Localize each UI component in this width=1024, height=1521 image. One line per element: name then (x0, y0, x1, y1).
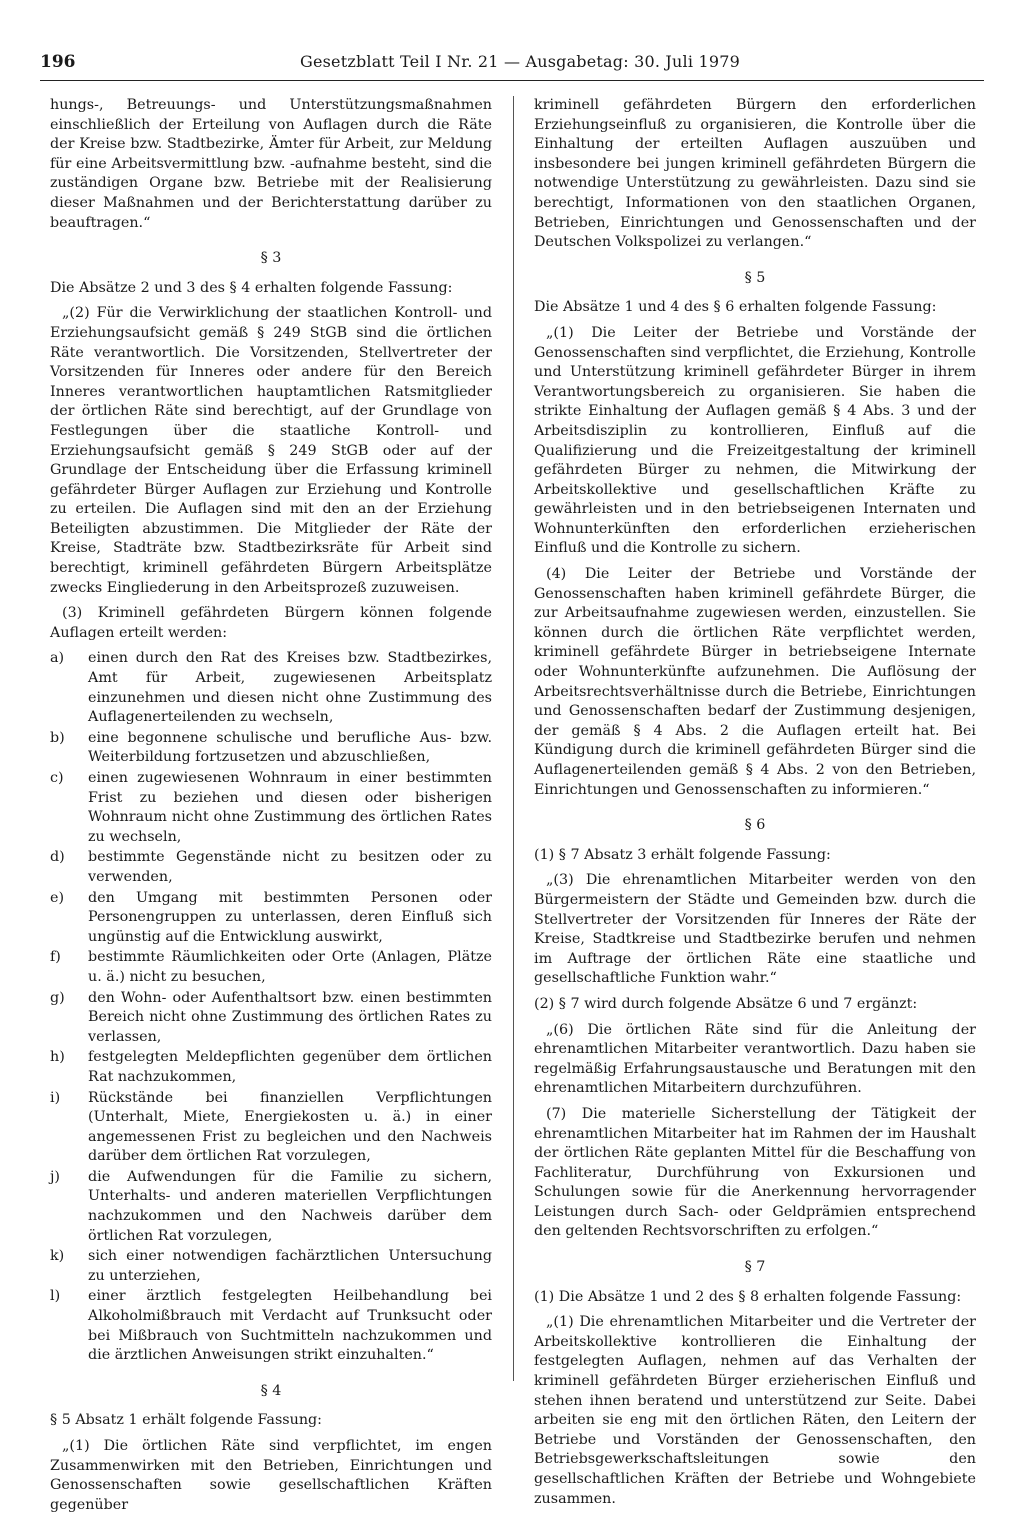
list-item-text: bestimmte Gegenstände nicht zu besitzen oder zu verwenden, (88, 849, 492, 885)
list-item (50, 1168, 492, 1246)
section-heading-3: § 3 (260, 250, 282, 267)
list-item-text: einen durch den Rat des Kreises bzw. Stadtbezirkes, Amt für Arbeit, zugewiesenen Arbeitsplatz einzunehmen und diesen nicht ohne Zustimmung des Auflagenerteilenden zu wechseln, (88, 650, 492, 726)
page-number: 196 (40, 52, 76, 72)
paragraph-s7-1-text: „(1) Die ehrenamtlichen Mitarbeiter und die Vertreter der Arbeitskollektive kontrollieren die Einhaltung der festgelegten Auflagen, nehmen auf das Verhalten der kriminell gefährdeten Bürger erzieherischen Einfluß und stehen ihnen beratend und unterstützend zur Seite. Dabei arbeiten sie eng mit den örtlichen Räten, den Leitern der Betriebe und Vorständen der Genossenschaften, den Betriebsgewerkschaftsleitungen sowie den gesellschaftlichen Kräften der Betriebe und Wohngebiete zusammen. (534, 1314, 976, 1507)
paragraph-s6-2-abs6: „(6) Die örtlichen Räte sind für die Anleitung der ehrenamtlichen Mitarbeiter verantwortlich. Dazu haben sie regelmäßig Erfahrungsaustausche und Beratungen mit den ehrenamtlichen Mitarbeitern durchzuführen. (534, 1021, 976, 1097)
paragraph-intro: hungs-, Betreuungs- und Unterstützungsmaßnahmen einschließlich der Erteilung von Auflagen durch die Räte der Kreise bzw. Stadtbezirke, Ämter für Arbeit, zur Meldung für eine Arbeitsvermittlung bzw. -aufnahme besteht, sind die zuständigen Organe bzw. Betriebe mit der Realisierung dieser Maßnahmen und der Berichterstattung darüber zu beauftragen.“ (50, 97, 492, 231)
list-item (50, 1089, 492, 1167)
list-item-label: a) (50, 650, 65, 667)
list-item-label: c) (50, 770, 64, 786)
list-item (50, 649, 492, 727)
list-item-label: i) (50, 1089, 61, 1106)
paragraph-s6-1: (1) § 7 Absatz 3 erhält folgende Fassung: (534, 846, 831, 863)
list-item-text: bestimmte Räumlichkeiten oder Orte (Anlagen, Plätze u. ä.) nicht zu besuchen, (88, 949, 492, 985)
list-item (50, 889, 492, 948)
list-item-text: eine begonnene schulische und berufliche Aus- bzw. Weiterbildung fortzusetzen und abzuschließen, (88, 729, 492, 766)
page-header (40, 52, 984, 78)
list-item (50, 729, 492, 768)
paragraph-s3-abs3: (3) Kriminell gefährdeten Bürgern können folgende Auflagen erteilt werden: (50, 605, 492, 641)
column-divider (513, 96, 514, 1381)
list-item-text: Rückstände bei finanziellen Verpflichtungen (Unterhalt, Miete, Energiekosten u. ä.) in einer angemessenen Frist zu begleichen und den Nachweis darüber dem örtlichen Rat vorzulegen, (88, 1089, 492, 1165)
list-item (50, 989, 492, 1048)
paragraph-s4-abs1: „(1) Die örtlichen Räte sind verpflichtet, im engen Zusammenwirken mit den Betrieben, Einrichtungen und Genossenschaften sowie gesellschaftlichen Kräften gegenüber (50, 1438, 492, 1513)
paragraph-s6-1-text: „(3) Die ehrenamtlichen Mitarbeiter werden von den Bürgermeistern der Städte und Gemeinden bzw. durch die Stellvertreter der Vorsitzenden für Inneres der Räte der Kreise, Stadtkreise und Stadtbezirke berufen und nehmen im Auftrage der örtlichen Räte eine staatliche und gesellschaftliche Funktion wahr.“ (534, 872, 976, 987)
list-item-label: b) (50, 729, 65, 746)
list-item (50, 948, 492, 987)
list-item-text: die Aufwendungen für die Familie zu sichern, Unterhalts- und anderen materiellen Verpflichtungen nachzukommen und den Nachweis darüber dem örtlichen Rat vorzulegen, (88, 1168, 492, 1244)
paragraph-s5-abs1: „(1) Die Leiter der Betriebe und Vorstände der Genossenschaften sind verpflichtet, die Erziehung, Kontrolle und Unterstützung kriminell gefährdeter Bürger in ihrem Verantwortungsbereich zu organisieren. Sie haben die strikte Einhaltung der Auflagen gemäß § 4 Abs. 3 und der Arbeitsdisziplin zu kontrollieren, Einfluß auf die Qualifizierung und die Freizeitgestaltung der kriminell gefährdeten Bürger zu nehmen, die Mitwirkung der Arbeitskollektive und gesellschaftlichen Kräfte zu gewährleisten und in den betriebseigenen Internaten und Wohnunterkünften den erforderlichen erzieherischen Einfluß und die Kontrolle zu sichern. (534, 324, 976, 557)
list-item (50, 848, 492, 887)
left-column (50, 96, 492, 1521)
paragraph-s3-abs2: „(2) Für die Verwirklichung der staatlichen Kontroll- und Erziehungsaufsicht gemäß § 249 StGB sind die örtlichen Räte verantwortlich. Die Vorsitzenden, Stellvertreter der Vorsitzenden für Inneres oder andere für den Bereich Inneres verantwortlichen hauptamtlichen Ratsmitglieder der örtlichen Räte sind berechtigt, auf der Grundlage von Festlegungen über die staatliche Kontroll- und Erziehungsaufsicht gemäß § 249 StGB oder auf der Grundlage der Entscheidung über die Erfassung kriminell gefährdeter Bürger Auflagen zur Erziehung und Kontrolle zu erteilen. Die Auflagen sind mit den an der Erziehung Beteiligten abzustimmen. Die Mitglieder der Räte der Kreise, Stadträte bzw. Stadtbezirksräte für Arbeit sind berechtigt, kriminell gefährdeten Bürgern Arbeitsplätze zwecks Eingliederung in den Arbeitsprozeß zuzuweisen. (50, 305, 492, 596)
list-item-label: j) (50, 1168, 61, 1185)
list-item-text: den Umgang mit bestimmten Personen oder Personengruppen zu unterlassen, deren Einfluß sich ungünstig auf die Entwicklung auswirkt, (88, 889, 492, 945)
section-heading-7: § 7 (744, 1259, 766, 1276)
list-item-text: einen zugewiesenen Wohnraum in einer bestimmten Frist zu beziehen und diesen oder bisherigen Wohnraum nicht ohne Zustimmung des örtlichen Rates zu wechseln, (88, 770, 492, 845)
list-item-label: f) (50, 949, 61, 966)
list-item (50, 1048, 492, 1087)
list-item-label: g) (50, 989, 65, 1006)
section-heading-4: § 4 (260, 1382, 282, 1399)
running-title: Gesetzblatt Teil I Nr. 21 — Ausgabetag: 30. Juli 1979 (300, 52, 740, 71)
paragraph-s7-1: (1) Die Absätze 1 und 2 des § 8 erhalten folgende Fassung: (534, 1288, 962, 1305)
auflagen-list (50, 649, 492, 1365)
list-item-text: den Wohn- oder Aufenthaltsort bzw. einen bestimmten Bereich nicht ohne Zustimmung des örtlichen Rates zu verlassen, (88, 989, 492, 1045)
section-heading-5: § 5 (744, 269, 766, 286)
paragraph-s4-intro: § 5 Absatz 1 erhält folgende Fassung: (50, 1412, 323, 1429)
list-item-label: k) (50, 1248, 65, 1265)
list-item-label: h) (50, 1049, 65, 1066)
paragraph-continued: kriminell gefährdeten Bürgern den erforderlichen Erziehungseinfluß zu organisieren, die Kontrolle über die Einhaltung der erteilten Auflagen auszuüben und insbesondere bei jungen kriminell gefährdeten Bürgern die notwendige Unterstützung zu gewährleisten. Dazu sind sie berechtigt, Informationen von den staatlichen Organen, Betrieben, Einrichtungen und Genossenschaften und der Deutschen Volkspolizei zu verlangen.“ (534, 97, 976, 251)
list-item-label: l) (50, 1288, 61, 1305)
list-item (50, 769, 492, 847)
list-item-label: d) (50, 849, 65, 866)
section-heading-6: § 6 (744, 817, 766, 834)
list-item-text: einer ärztlich festgelegten Heilbehandlung bei Alkoholmißbrauch mit Verdacht auf Trunksucht oder bei Mißbrauch von Suchtmitteln nachzukommen und die ärztlichen Anweisungen strikt einzuhalten.“ (88, 1288, 492, 1364)
list-item (50, 1287, 492, 1365)
paragraph-s5-intro: Die Absätze 1 und 4 des § 6 erhalten folgende Fassung: (534, 299, 937, 316)
paragraph-s6-2-abs7: (7) Die materielle Sicherstellung der Tätigkeit der ehrenamtlichen Mitarbeiter hat im Rahmen der im Haushalt der örtlichen Räte geplanten Mittel für die Beschaffung von Fachliteratur, Durchführung von Exkursionen und Schulungen sowie für die Anerkennung hervorragender Leistungen durch Sach- oder Geldprämien entsprechend den geltenden Rechtsvorschriften zu erfolgen.“ (534, 1105, 976, 1240)
header-rule (40, 80, 984, 81)
paragraph-s5-abs4: (4) Die Leiter der Betriebe und Vorstände der Genossenschaften haben kriminell gefährdete Bürger, die zur Arbeitsaufnahme zugewiesen werden, einzustellen. Sie können durch die örtlichen Räte verpflichtet werden, kriminell gefährdete Bürger in betriebseigene Internate oder Wohnunterkünfte aufzunehmen. Die Auflösung der Arbeitsrechtsverhältnisse durch die Betriebe, Einrichtungen und Genossenschaften bedarf der Zustimmung desjenigen, der gemäß § 4 Abs. 2 die Auflagen erteilt hat. Bei Kündigung durch die kriminell gefährdeten Bürger sind die Auflagenerteilenden gemäß § 4 Abs. 2 von den Betrieben, Einrichtungen und Genossenschaften zu informieren.“ (534, 566, 976, 798)
list-item-text: sich einer notwendigen fachärztlichen Untersuchung zu unterziehen, (88, 1248, 492, 1284)
list-item (50, 1247, 492, 1286)
right-column (534, 96, 976, 1515)
paragraph-s6-2: (2) § 7 wird durch folgende Absätze 6 und 7 ergänzt: (534, 995, 918, 1012)
paragraph-s3-intro: Die Absätze 2 und 3 des § 4 erhalten folgende Fassung: (50, 279, 453, 296)
list-item-text: festgelegten Meldepflichten gegenüber dem örtlichen Rat nachzukommen, (88, 1049, 492, 1085)
list-item-label: e) (50, 889, 65, 906)
